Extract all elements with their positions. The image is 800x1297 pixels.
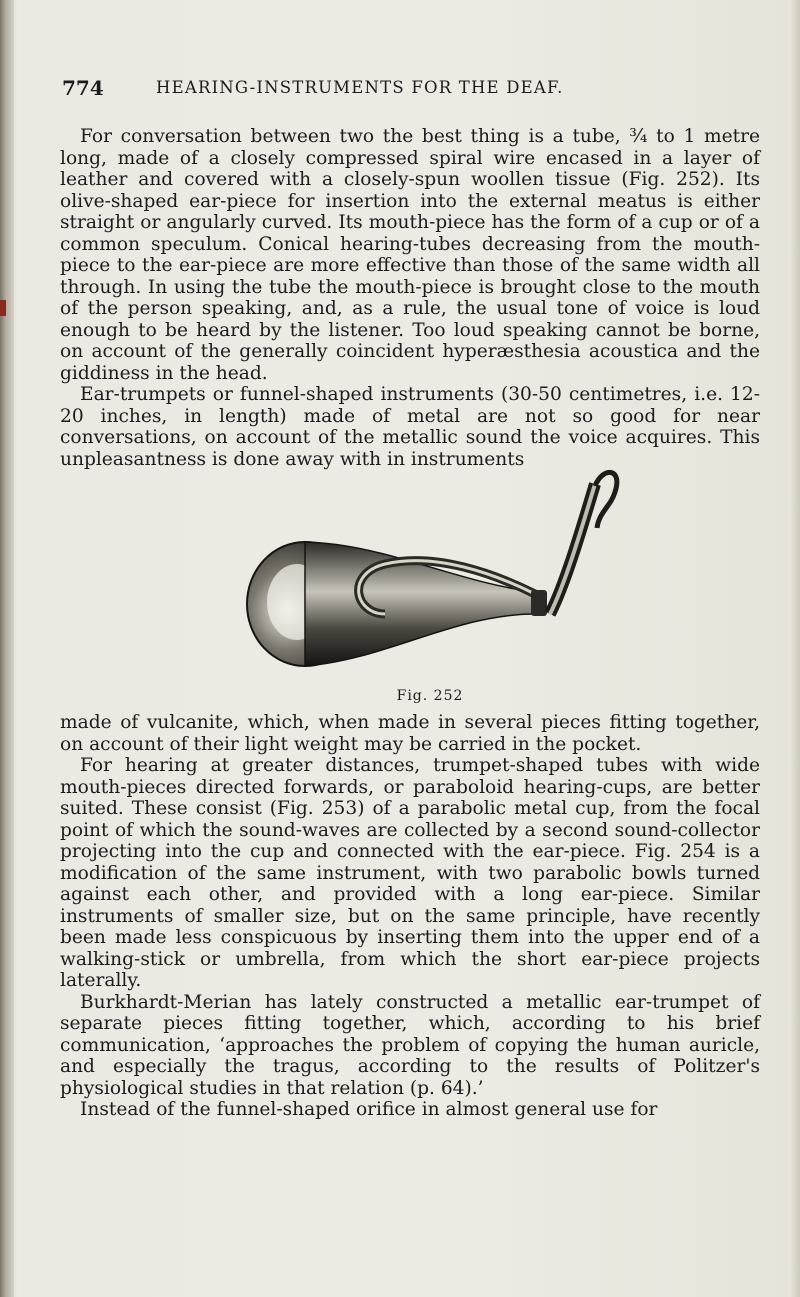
ear-trumpet-illustration — [235, 464, 635, 674]
ear-trumpet-icon — [235, 464, 635, 674]
page-header — [62, 76, 742, 102]
page-edge — [790, 0, 800, 1297]
paragraph: Burkhardt-Merian has lately constructed a metallic ear-trumpet of separate pieces fitting together, which, according to his brief communication, ‘approaches the problem of copying the human auricle, and especially the tragus, according to the results of Politzer's physiological studies in that relation (p. 64).’ — [60, 991, 760, 1099]
paragraph: made of vulcanite, which, when made in several pieces fitting together, on account of their light weight may be carried in the pocket. — [60, 712, 760, 755]
book-spine-shadow — [0, 0, 14, 1297]
figure-caption: Fig. 252 — [396, 688, 464, 704]
paragraph: For hearing at greater distances, trumpet-shaped tubes with wide mouth-pieces directed forwards, or paraboloid hearing-cups, are better suited. These consist (Fig. 253) of a parabolic metal cup, from the focal point of which the sound-waves are collected by a second sound-collector projecting into the cup and connected with the ear-piece. Fig. 254 is a modification of the same instrument, with two parabolic bowls turned against each other, and provided with a long ear-piece. Similar instruments of smaller size, but on the same principle, have recently been made less conspicuous by inserting them into the upper end of a walking-stick or umbrella, from which the short ear-piece projects laterally. — [60, 755, 760, 991]
text-block-bottom — [60, 712, 760, 1121]
spine-mark — [0, 300, 6, 316]
text-block-top — [60, 126, 760, 470]
paragraph: Ear-trumpets or funnel-shaped instruments (30-50 centimetres, i.e. 12-20 inches, in length) made of metal are not so good for near conversations, on account of the metallic sound the voice acquires. This unpleasantness is done away with in instruments — [60, 384, 760, 470]
paragraph: Instead of the funnel-shaped orifice in almost general use for — [80, 1099, 658, 1120]
page-number: 774 — [62, 76, 104, 100]
paragraph: For conversation between two the best thing is a tube, ¾ to 1 metre long, made of a closely compressed spiral wire encased in a layer of leather and covered with a closely-spun woollen tissue (Fig. 252). Its olive-shaped ear-piece for insertion into the external meatus is either straight or angularly curved. Its mouth-piece has the form of a cup or of a common speculum. Conical hearing-tubes decreasing from the mouth-piece to the ear-piece are more effective than those of the same width all through. In using the tube the mouth-piece is brought close to the mouth of the person speaking, and, as a rule, the usual tone of voice is loud enough to be heard by the listener. Too loud speaking cannot be borne, on account of the generally coincident hyperæsthesia acoustica and the giddiness in the head. — [60, 126, 760, 384]
running-head: HEARING-INSTRUMENTS FOR THE DEAF. — [156, 78, 564, 97]
